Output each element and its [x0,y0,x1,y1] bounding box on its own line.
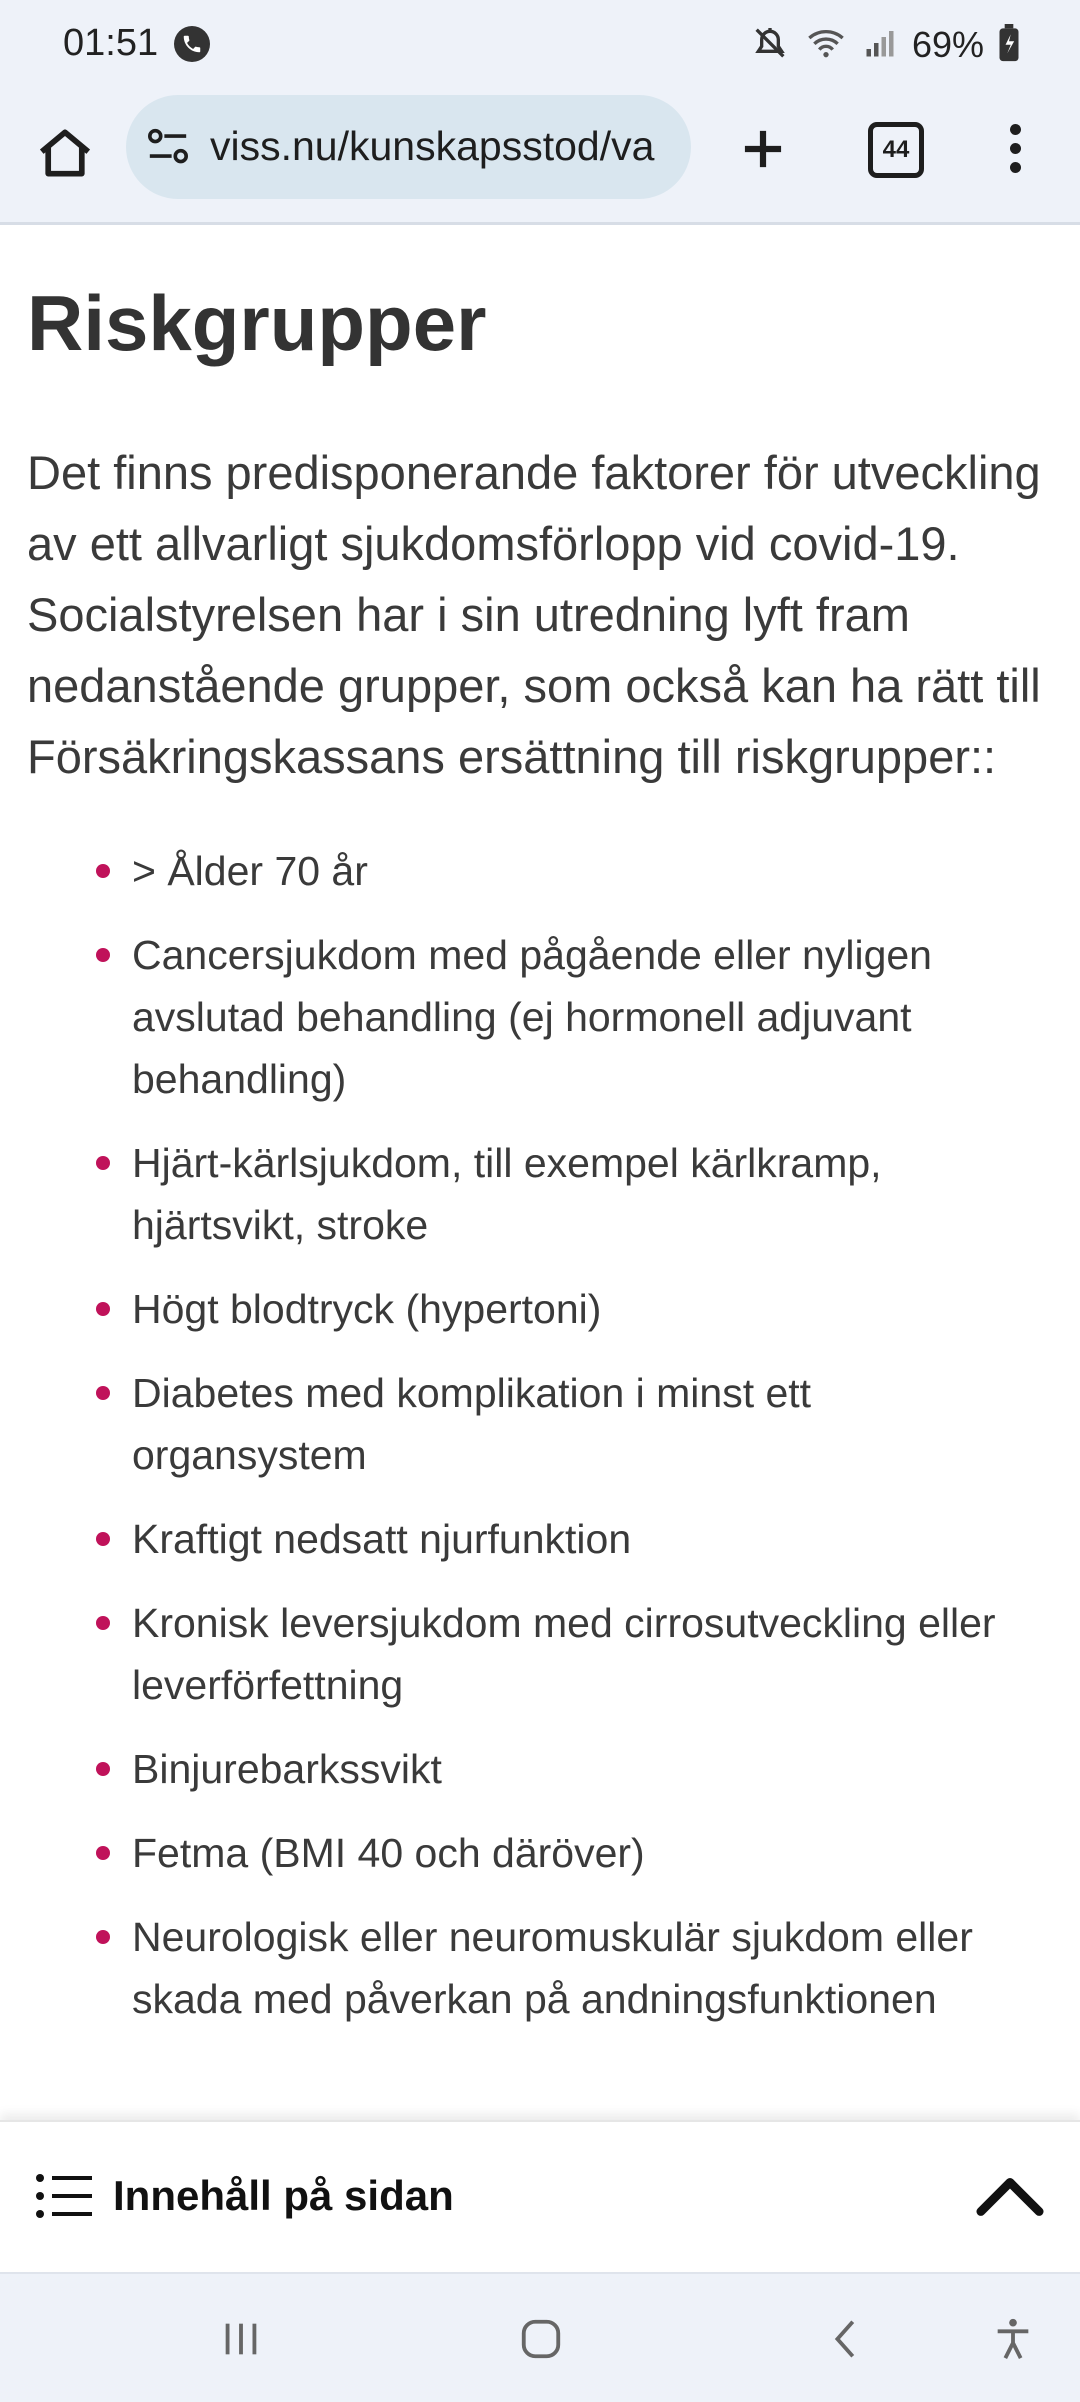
list-item: Fetma (BMI 40 och däröver) [132,1822,1057,1884]
intro-paragraph: Det finns predisponerande faktorer för utveckling av ett allvarligt sjukdomsförlopp vid covid-19. Socialstyrelsen har i sin utredning lyft fram nedanstående grupper, som också kan ha rätt till Försäkringskassans ersättning till riskgrupper:: [27,445,1041,783]
risk-group-list [27,840,1057,2030]
list-item: Högt blodtryck (hypertoni) [132,1278,1057,1340]
list-item: Hjärt-kärlsjukdom, till exempel kärlkramp, hjärtsvikt, stroke [132,1132,1057,1256]
status-icons [750,20,1020,70]
tabs-icon[interactable]: 44 [868,122,924,178]
mute-icon [750,23,790,68]
list-item: Kronisk leversjukdom med cirrosutveckling eller leverförfettning [132,1592,1057,1716]
recents-icon[interactable] [218,2316,264,2367]
toc-toggle[interactable] [0,2120,1080,2272]
battery-icon [998,24,1020,67]
list-icon [34,2172,94,2225]
list-item: Kraftigt nedsatt njurfunktion [132,1508,1057,1570]
battery-percent: 69% [911,24,984,65]
tune-icon[interactable] [146,127,190,172]
toc-label[interactable]: Innehåll på sidan [113,2172,454,2219]
address-bar[interactable] [126,95,691,199]
home-icon[interactable] [34,122,96,184]
article-content [27,225,1057,2052]
accessibility-icon[interactable] [990,2316,1036,2367]
status-bar [0,0,1080,90]
signal-icon [862,23,898,68]
more-icon[interactable] [1000,118,1030,180]
url-text[interactable]: viss.nu/kunskapsstod/va [210,123,655,169]
home-nav-icon[interactable] [518,2316,564,2367]
wifi-icon [804,23,848,68]
status-time: 01:51 [63,22,159,64]
browser-toolbar [0,90,1080,225]
list-item: Binjurebarkssvikt [132,1738,1057,1800]
list-item: Neurologisk eller neuromuskulär sjukdom eller skada med påverkan på andningsfunktionen [132,1906,1057,2030]
list-item: > Ålder 70 år [132,840,1057,902]
page-title: Riskgrupper [27,279,487,367]
chevron-up-icon[interactable] [975,2174,1045,2223]
system-nav-bar [0,2272,1080,2402]
list-item: Diabetes med komplikation i minst ett organsystem [132,1362,1057,1486]
plus-icon[interactable] [732,118,794,180]
call-icon [174,26,210,62]
back-icon[interactable] [824,2316,870,2367]
list-item: Cancersjukdom med pågående eller nyligen avslutad behandling (ej hormonell adjuvant behandling) [132,924,1057,1110]
